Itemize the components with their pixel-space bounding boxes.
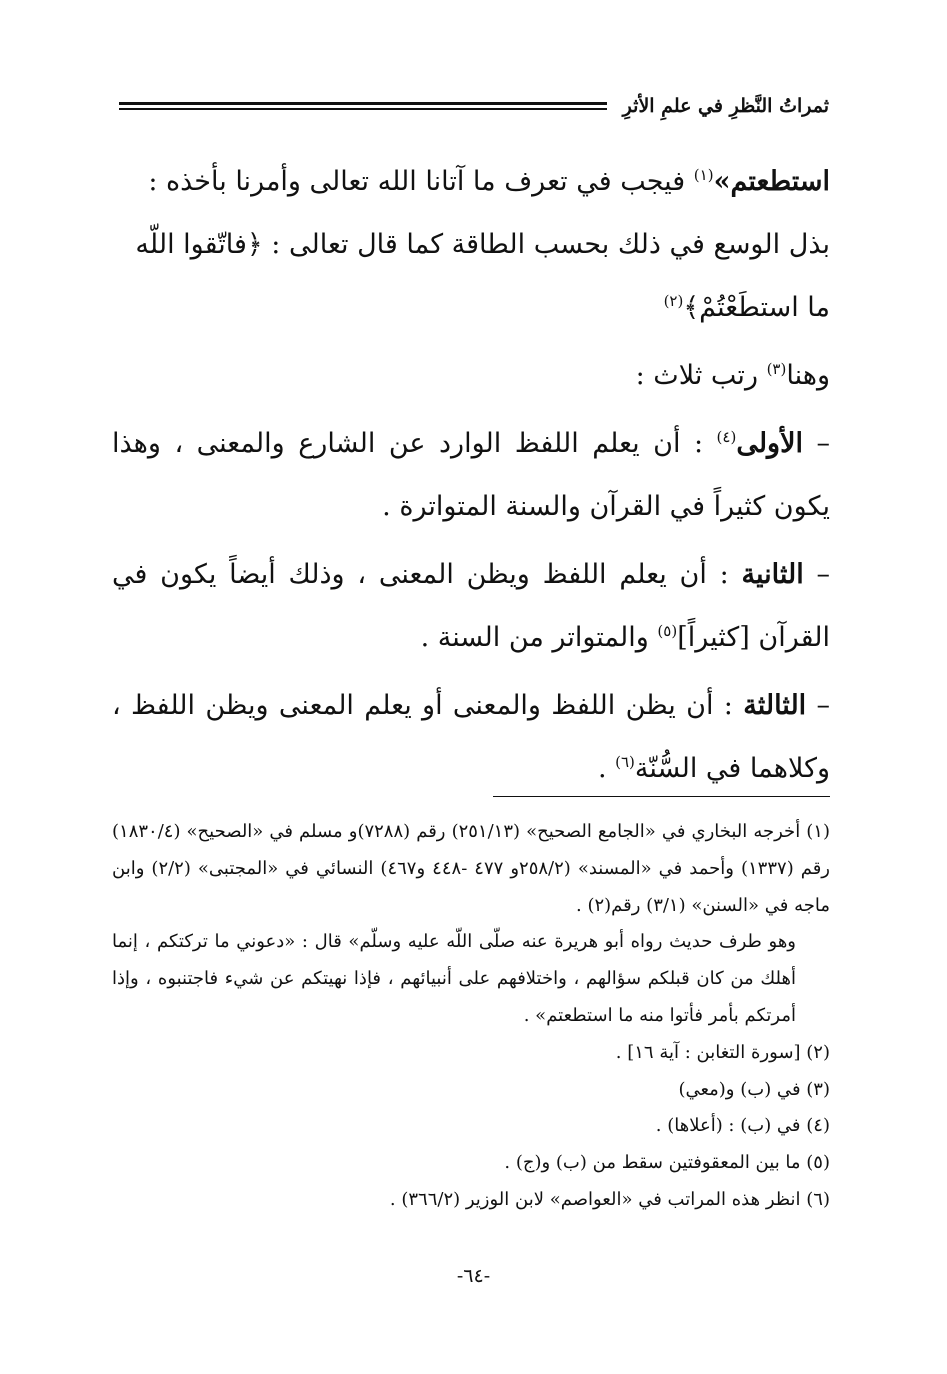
footnote-ref-2: (٢) <box>663 292 684 310</box>
paragraph-4 <box>112 543 830 669</box>
paragraph-5 <box>112 674 830 800</box>
footnote-3: (٣) في (ب) و(معي) <box>678 1078 830 1100</box>
paragraph-5-text: : أن يظن اللفظ والمعنى أو يعلم المعنى ويظن اللفظ ، وكلاهما في السُّنّة <box>112 690 830 784</box>
footnote-ref-1: (١) <box>693 166 714 184</box>
footnote-ref-5: (٥) <box>657 622 678 640</box>
footnote-separator <box>493 796 830 797</box>
footnote-6: (٦) انظر هذه المراتب في «العواصم» لابن الوزير (٣٦٦/٢) . <box>389 1188 830 1210</box>
footnotes <box>112 814 830 1219</box>
footnote-1-continued: وهو طرف حديث رواه أبو هريرة عنه صلّى اللّه عليه وسلّم» قال : «دعوني ما تركتكم ، إنما أهلك من كان قبلكم سؤالهم ، واختلافهم على أنبيائهم ، فإذا نهيتكم عن شيء فاجتنبوه ، وإذا أمرتكم بأمر فأتوا منه ما استطعتم» . <box>112 931 796 1026</box>
paragraph-3-text: : أن يعلم اللفظ الوارد عن الشارع والمعنى ، وهذا يكون كثيراً في القرآن والسنة المتواترة . <box>112 428 830 522</box>
paragraph-5-text-after: . <box>597 753 616 784</box>
footnote-4: (٤) في (ب) : (أعلاها) . <box>655 1115 830 1137</box>
running-title: ثمراتُ النَّظرِ في علمِ الأثرِ <box>622 95 829 117</box>
rank-third-label: الثالثة <box>743 690 807 721</box>
footnote-ref-4: (٤) <box>716 428 737 446</box>
paragraph-3 <box>112 412 830 538</box>
page-number: -٦٤- <box>456 1265 491 1287</box>
paragraph-2 <box>112 344 830 407</box>
paragraph-1 <box>112 150 830 339</box>
paragraph-4-text-after: والمتواتر من السنة . <box>420 622 658 653</box>
dash: – <box>803 428 830 459</box>
footnote-ref-6: (٦) <box>615 753 635 771</box>
quoted-word: استطعتم» <box>713 166 830 197</box>
paragraph-2-text: وهنا <box>786 360 830 391</box>
rank-second-label: الثانية <box>741 559 804 590</box>
main-text <box>112 150 830 800</box>
footnote-ref-3: (٣) <box>766 360 787 378</box>
paragraph-4-text: : أن يعلم اللفظ ويظن المعنى ، وذلك أيضاً يكون في القرآن [كثيراً] <box>112 559 830 653</box>
dash: – <box>803 559 830 590</box>
paragraph-1-text: فيجب في تعرف ما آتانا الله تعالى وأمرنا بأخذه : بذل الوسع في ذلك بحسب الطاقة كما قال تعالى : ﴿فاتّقوا اللّه ما استطَعْتُمْ﴾ <box>135 166 830 323</box>
dash: – <box>806 690 831 721</box>
rank-first-label: الأولى <box>736 428 803 459</box>
running-header <box>119 86 829 126</box>
header-double-rule <box>119 101 607 111</box>
footnote-1: (١) أخرجه البخاري في «الجامع الصحيح» (٢٥١/١٣) رقم (٧٢٨٨)و مسلم في «الصحيح» (١٨٣٠/٤) رقم (١٣٣٧) وأحمد في «المسند» (٢٥٨/٢و ٤٧٧ -٤٤٨ و٤٦٧) النسائي في «المجتبى» (٢/٢) وابن ماجه في «السنن» (٣/١) رقم(٢) . <box>112 821 830 916</box>
footnote-2: (٢) [سورة التغابن : آية ١٦] . <box>615 1041 830 1063</box>
footnote-5: (٥) ما بين المعقوفتين سقط من (ب) و(ج) . <box>504 1152 830 1174</box>
paragraph-2-text-after: رتب ثلاث : <box>635 360 767 391</box>
